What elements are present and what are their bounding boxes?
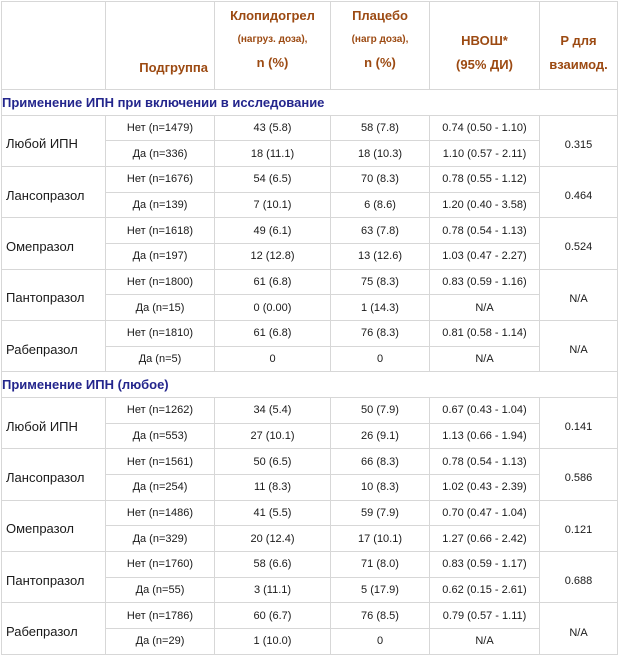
placebo-cell: 70 (8.3) — [331, 166, 430, 192]
subgroup-cell: Да (n=336) — [106, 141, 215, 167]
subgroup-cell: Да (n=29) — [106, 629, 215, 655]
p-interaction-cell — [540, 269, 618, 320]
odds-ratio-cell: 0.70 (0.47 - 1.04) — [430, 500, 540, 526]
header-clopidogrel-unit: n (%) — [256, 55, 289, 70]
p-interaction-cell — [540, 500, 618, 551]
clopidogrel-cell: 7 (10.1) — [215, 192, 331, 218]
p-interaction-cell — [540, 449, 618, 500]
header-odds-ratio — [430, 2, 540, 90]
header-empty-cell — [2, 2, 106, 90]
table-row — [2, 269, 618, 295]
table-row — [2, 218, 618, 244]
odds-ratio-cell: 1.10 (0.57 - 2.11) — [430, 141, 540, 167]
clopidogrel-cell: 27 (10.1) — [215, 423, 331, 449]
drug-name: Рабепразол — [6, 624, 78, 640]
odds-ratio-cell: 1.03 (0.47 - 2.27) — [430, 243, 540, 269]
clopidogrel-cell: 1 (10.0) — [215, 629, 331, 655]
header-odds-ratio-ci: (95% ДИ) — [456, 57, 513, 72]
subgroup-cell: Нет (n=1786) — [106, 603, 215, 629]
clopidogrel-cell: 11 (8.3) — [215, 474, 331, 500]
section-title: Применение ИПН при включении в исследование — [2, 90, 618, 116]
p-interaction-cell — [540, 115, 618, 166]
subgroup-cell: Да (n=5) — [106, 346, 215, 372]
section-header-row — [2, 372, 618, 398]
drug-name-cell — [2, 552, 106, 603]
header-clopidogrel-title: Клопидогрел — [230, 8, 315, 23]
table-row — [2, 500, 618, 526]
table-row — [2, 321, 618, 347]
subgroup-cell: Да (n=139) — [106, 192, 215, 218]
placebo-cell: 50 (7.9) — [331, 397, 430, 423]
placebo-cell: 18 (10.3) — [331, 141, 430, 167]
p-interaction-value: 0.524 — [564, 241, 593, 254]
drug-name: Омепразол — [6, 521, 74, 537]
placebo-cell: 63 (7.8) — [331, 218, 430, 244]
header-clopidogrel-dose: (нагруз. доза), — [237, 34, 308, 45]
table-row — [2, 166, 618, 192]
p-interaction-cell — [540, 603, 618, 654]
placebo-cell: 0 — [331, 629, 430, 655]
subgroup-cell: Нет (n=1486) — [106, 500, 215, 526]
placebo-cell: 6 (8.6) — [331, 192, 430, 218]
table-row — [2, 397, 618, 423]
odds-ratio-cell: N/A — [430, 346, 540, 372]
p-interaction-cell — [540, 321, 618, 372]
p-interaction-value: N/A — [569, 292, 588, 305]
clopidogrel-cell: 50 (6.5) — [215, 449, 331, 475]
clopidogrel-cell: 61 (6.8) — [215, 269, 331, 295]
drug-name-cell — [2, 166, 106, 217]
odds-ratio-cell: 0.62 (0.15 - 2.61) — [430, 577, 540, 603]
placebo-cell: 59 (7.9) — [331, 500, 430, 526]
clopidogrel-cell: 58 (6.6) — [215, 552, 331, 578]
subgroup-cell: Нет (n=1561) — [106, 449, 215, 475]
p-interaction-cell — [540, 166, 618, 217]
p-interaction-value: 0.464 — [564, 190, 593, 203]
header-clopidogrel — [215, 2, 331, 90]
placebo-cell: 26 (9.1) — [331, 423, 430, 449]
clopidogrel-cell: 12 (12.8) — [215, 243, 331, 269]
drug-name: Лансопразол — [6, 469, 85, 485]
clopidogrel-cell: 18 (11.1) — [215, 141, 331, 167]
drug-name: Омепразол — [6, 238, 74, 254]
placebo-cell: 0 — [331, 346, 430, 372]
p-interaction-value: 0.688 — [564, 575, 593, 588]
results-table — [1, 1, 618, 655]
header-p-interaction-line1: P для — [560, 33, 597, 48]
drug-name-cell — [2, 115, 106, 166]
clopidogrel-cell: 20 (12.4) — [215, 526, 331, 552]
p-interaction-value: 0.586 — [564, 472, 593, 485]
subgroup-cell: Да (n=254) — [106, 474, 215, 500]
clopidogrel-cell: 41 (5.5) — [215, 500, 331, 526]
p-interaction-value: N/A — [569, 626, 588, 639]
header-placebo-dose: (нагр доза), — [351, 34, 409, 45]
placebo-cell: 71 (8.0) — [331, 552, 430, 578]
drug-name-cell — [2, 269, 106, 320]
drug-name: Пантопразол — [6, 290, 85, 306]
subgroup-cell: Да (n=329) — [106, 526, 215, 552]
header-subgroup-label: Подгруппа — [139, 60, 208, 75]
clopidogrel-cell: 43 (5.8) — [215, 115, 331, 141]
placebo-cell: 17 (10.1) — [331, 526, 430, 552]
placebo-cell: 5 (17.9) — [331, 577, 430, 603]
table-row — [2, 115, 618, 141]
p-interaction-value: 0.121 — [564, 523, 593, 536]
drug-name: Лансопразол — [6, 187, 85, 203]
placebo-cell: 58 (7.8) — [331, 115, 430, 141]
clopidogrel-cell: 0 (0.00) — [215, 295, 331, 321]
clopidogrel-cell: 61 (6.8) — [215, 321, 331, 347]
section-title: Применение ИПН (любое) — [2, 372, 618, 398]
subgroup-cell: Нет (n=1262) — [106, 397, 215, 423]
drug-name-cell — [2, 603, 106, 654]
placebo-cell: 75 (8.3) — [331, 269, 430, 295]
header-placebo-unit: n (%) — [364, 55, 396, 70]
clopidogrel-cell: 0 — [215, 346, 331, 372]
clopidogrel-cell: 60 (6.7) — [215, 603, 331, 629]
p-interaction-cell — [540, 397, 618, 448]
drug-name: Любой ИПН — [6, 418, 78, 434]
header-p-interaction-line2: взаимод. — [549, 57, 608, 72]
p-interaction-cell — [540, 552, 618, 603]
odds-ratio-cell: 0.78 (0.55 - 1.12) — [430, 166, 540, 192]
header-placebo — [331, 2, 430, 90]
clopidogrel-cell: 34 (5.4) — [215, 397, 331, 423]
header-p-interaction — [540, 2, 618, 90]
clopidogrel-cell: 49 (6.1) — [215, 218, 331, 244]
subgroup-cell: Да (n=553) — [106, 423, 215, 449]
placebo-cell: 13 (12.6) — [331, 243, 430, 269]
odds-ratio-cell: 0.83 (0.59 - 1.16) — [430, 269, 540, 295]
placebo-cell: 1 (14.3) — [331, 295, 430, 321]
subgroup-cell: Да (n=15) — [106, 295, 215, 321]
section-header-row — [2, 90, 618, 116]
p-interaction-value: 0.141 — [564, 421, 593, 434]
p-interaction-value: 0.315 — [564, 138, 593, 151]
odds-ratio-cell: 0.78 (0.54 - 1.13) — [430, 449, 540, 475]
header-subgroup — [106, 2, 215, 90]
subgroup-cell: Нет (n=1618) — [106, 218, 215, 244]
drug-name: Пантопразол — [6, 572, 85, 588]
placebo-cell: 76 (8.5) — [331, 603, 430, 629]
drug-name: Рабепразол — [6, 341, 78, 357]
placebo-cell: 10 (8.3) — [331, 474, 430, 500]
table-row — [2, 552, 618, 578]
clopidogrel-cell: 54 (6.5) — [215, 166, 331, 192]
subgroup-cell: Нет (n=1760) — [106, 552, 215, 578]
subgroup-cell: Да (n=197) — [106, 243, 215, 269]
drug-name: Любой ИПН — [6, 136, 78, 152]
drug-name-cell — [2, 321, 106, 372]
subgroup-cell: Нет (n=1676) — [106, 166, 215, 192]
placebo-cell: 66 (8.3) — [331, 449, 430, 475]
odds-ratio-cell: 0.81 (0.58 - 1.14) — [430, 321, 540, 347]
drug-name-cell — [2, 500, 106, 551]
odds-ratio-cell: N/A — [430, 629, 540, 655]
odds-ratio-cell: 0.67 (0.43 - 1.04) — [430, 397, 540, 423]
odds-ratio-cell: 1.02 (0.43 - 2.39) — [430, 474, 540, 500]
odds-ratio-cell: 0.74 (0.50 - 1.10) — [430, 115, 540, 141]
clopidogrel-cell: 3 (11.1) — [215, 577, 331, 603]
subgroup-cell: Нет (n=1800) — [106, 269, 215, 295]
subgroup-cell: Нет (n=1810) — [106, 321, 215, 347]
drug-name-cell — [2, 449, 106, 500]
odds-ratio-cell: 0.78 (0.54 - 1.13) — [430, 218, 540, 244]
odds-ratio-cell: 0.79 (0.57 - 1.11) — [430, 603, 540, 629]
header-row — [2, 2, 618, 90]
subgroup-cell: Нет (n=1479) — [106, 115, 215, 141]
drug-name-cell — [2, 397, 106, 448]
header-odds-ratio-title: НВОШ* — [461, 33, 508, 48]
odds-ratio-cell: N/A — [430, 295, 540, 321]
odds-ratio-cell: 0.83 (0.59 - 1.17) — [430, 552, 540, 578]
p-interaction-cell — [540, 218, 618, 269]
odds-ratio-cell: 1.13 (0.66 - 1.94) — [430, 423, 540, 449]
p-interaction-value: N/A — [569, 344, 588, 357]
drug-name-cell — [2, 218, 106, 269]
odds-ratio-cell: 1.20 (0.40 - 3.58) — [430, 192, 540, 218]
table-row — [2, 603, 618, 629]
subgroup-cell: Да (n=55) — [106, 577, 215, 603]
table-row — [2, 449, 618, 475]
placebo-cell: 76 (8.3) — [331, 321, 430, 347]
header-placebo-title: Плацебо — [352, 8, 408, 23]
odds-ratio-cell: 1.27 (0.66 - 2.42) — [430, 526, 540, 552]
